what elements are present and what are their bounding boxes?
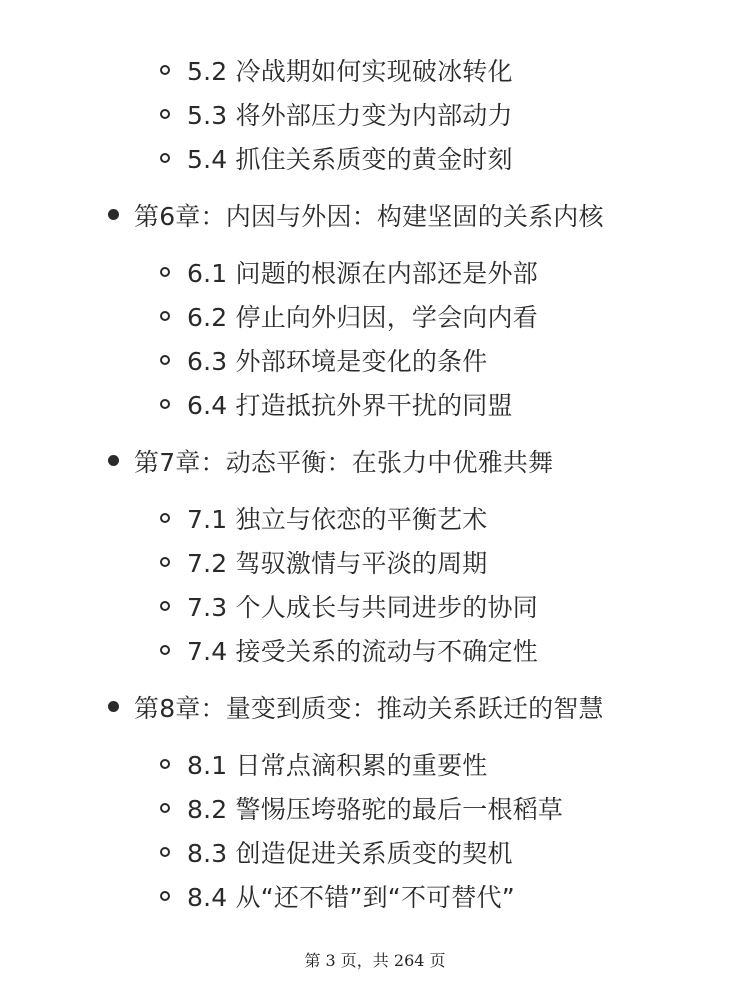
hollow-bullet-icon <box>160 109 170 119</box>
hollow-bullet-icon <box>160 267 170 277</box>
toc-item-5-3[interactable] <box>0 96 750 136</box>
toc-item-label: 7.2 驾驭激情与平淡的周期 <box>187 549 488 578</box>
hollow-bullet-icon <box>160 645 170 655</box>
hollow-bullet-icon <box>160 355 170 365</box>
hollow-bullet-icon <box>160 311 170 321</box>
hollow-bullet-icon <box>160 759 170 769</box>
toc-item-6-2[interactable] <box>0 298 750 338</box>
toc-item-label: 7.4 接受关系的流动与不确定性 <box>187 637 538 666</box>
toc-item-label: 7.3 个人成长与共同进步的协同 <box>187 593 538 622</box>
toc-item-label: 8.4 从“还不错”到“不可替代” <box>187 883 515 912</box>
hollow-bullet-icon <box>160 65 170 75</box>
hollow-bullet-icon <box>160 601 170 611</box>
toc-item-8-2[interactable] <box>0 790 750 830</box>
toc-chapter-label: 第7章：动态平衡：在张力中优雅共舞 <box>134 448 554 477</box>
toc-chapter-label: 第8章：量变到质变：推动关系跃迁的智慧 <box>134 694 604 723</box>
page-number-footer: 第 3 页，共 264 页 <box>304 951 446 970</box>
toc-chapter-8[interactable] <box>0 689 750 729</box>
toc-item-label: 8.2 警惕压垮骆驼的最后一根稻草 <box>187 795 564 824</box>
filled-bullet-icon <box>108 209 119 220</box>
hollow-bullet-icon <box>160 847 170 857</box>
toc-item-label: 7.1 独立与依恋的平衡艺术 <box>187 505 488 534</box>
toc-chapter-label: 第6章：内因与外因：构建坚固的关系内核 <box>134 202 604 231</box>
hollow-bullet-icon <box>160 399 170 409</box>
toc-item-label: 5.4 抓住关系质变的黄金时刻 <box>187 145 513 174</box>
toc-item-7-2[interactable] <box>0 544 750 584</box>
toc-item-label: 8.3 创造促进关系质变的契机 <box>187 839 513 868</box>
toc-item-label: 6.1 问题的根源在内部还是外部 <box>187 259 538 288</box>
toc-item-label: 5.2 冷战期如何实现破冰转化 <box>187 57 513 86</box>
toc-item-label: 5.3 将外部压力变为内部动力 <box>187 101 513 130</box>
hollow-bullet-icon <box>160 803 170 813</box>
toc-item-8-3[interactable] <box>0 834 750 874</box>
hollow-bullet-icon <box>160 891 170 901</box>
toc-item-8-1[interactable] <box>0 746 750 786</box>
toc-item-6-3[interactable] <box>0 342 750 382</box>
hollow-bullet-icon <box>160 557 170 567</box>
toc-item-label: 6.2 停止向外归因，学会向内看 <box>187 303 538 332</box>
toc-item-label: 6.4 打造抵抗外界干扰的同盟 <box>187 391 513 420</box>
toc-item-8-4[interactable] <box>0 878 750 918</box>
toc-item-7-4[interactable] <box>0 632 750 672</box>
toc-item-5-2[interactable] <box>0 52 750 92</box>
toc-chapter-7[interactable] <box>0 443 750 483</box>
hollow-bullet-icon <box>160 153 170 163</box>
toc-item-5-4[interactable] <box>0 140 750 180</box>
toc-item-label: 6.3 外部环境是变化的条件 <box>187 347 488 376</box>
toc-item-6-4[interactable] <box>0 386 750 426</box>
toc-item-7-1[interactable] <box>0 500 750 540</box>
filled-bullet-icon <box>108 701 119 712</box>
filled-bullet-icon <box>108 455 119 466</box>
toc-item-label: 8.1 日常点滴积累的重要性 <box>187 751 488 780</box>
toc-item-7-3[interactable] <box>0 588 750 628</box>
toc-item-6-1[interactable] <box>0 254 750 294</box>
hollow-bullet-icon <box>160 513 170 523</box>
toc-chapter-6[interactable] <box>0 197 750 237</box>
